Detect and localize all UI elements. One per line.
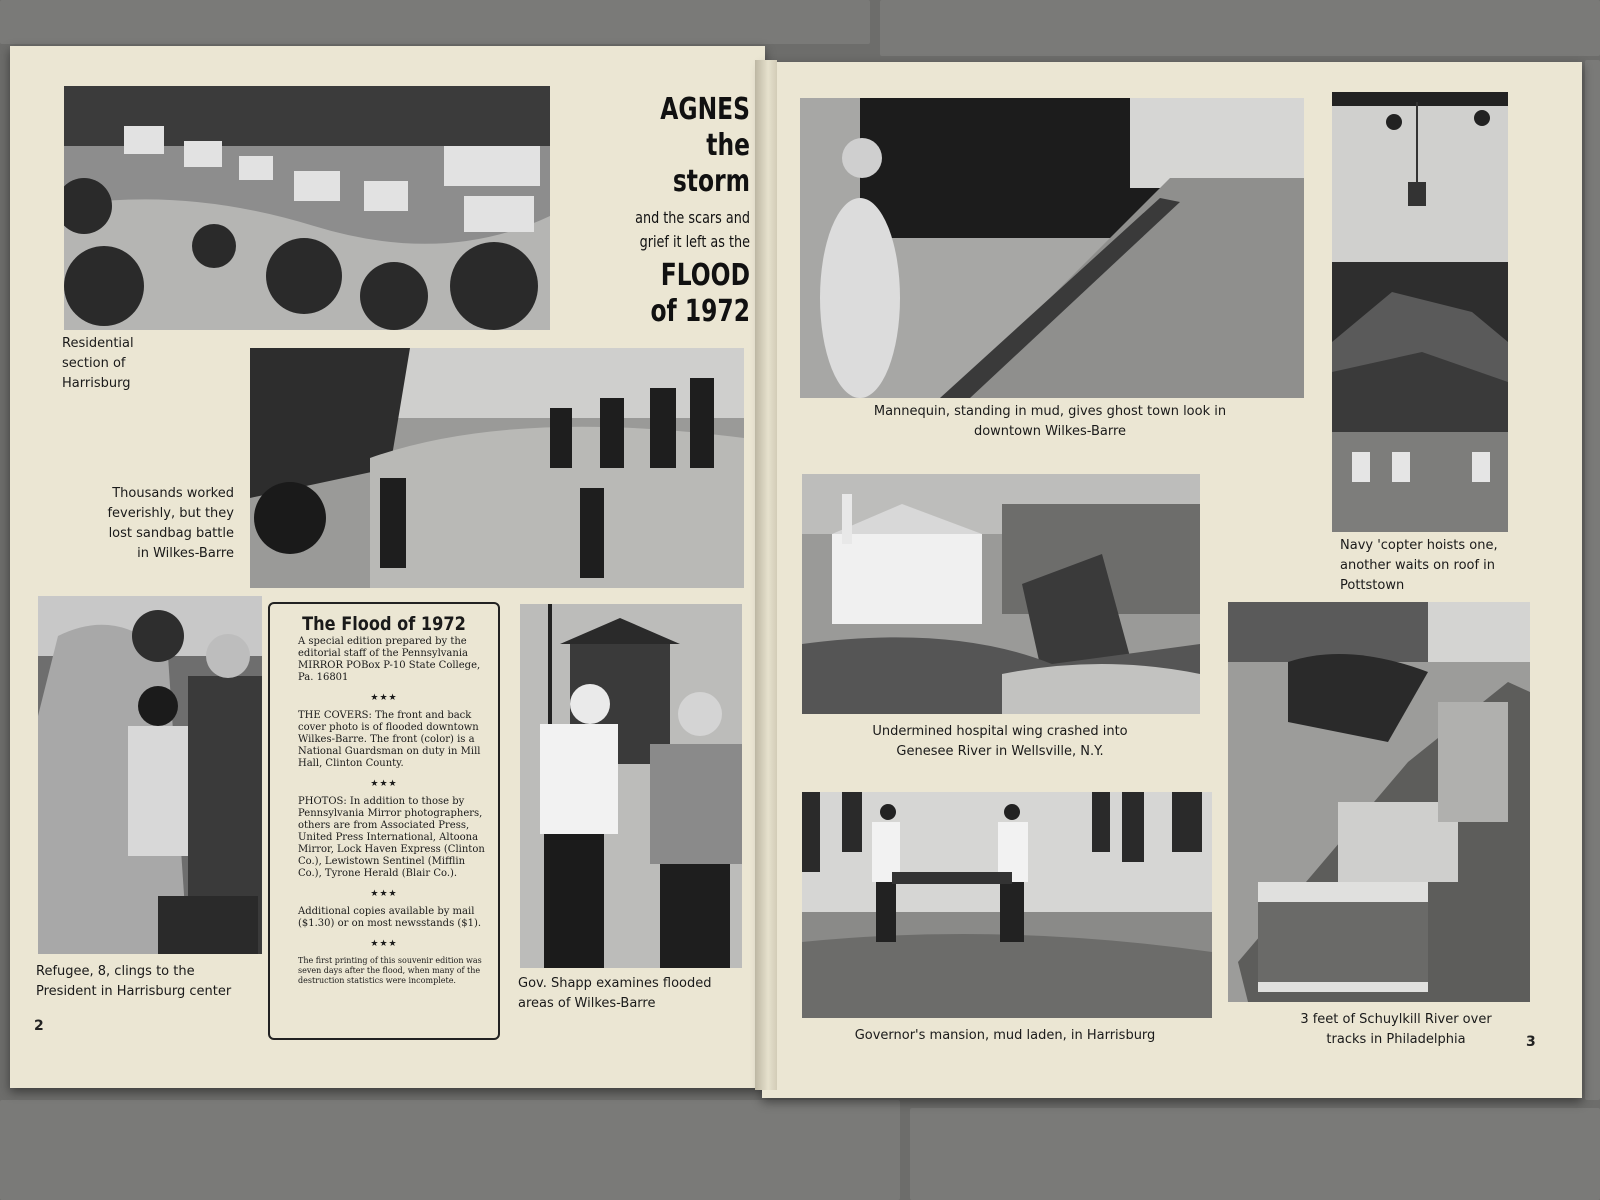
headline-grief: grief it left as the — [639, 232, 750, 251]
caption-navy: Navy 'copter hoists one, another waits on roof in Pottstown — [1340, 538, 1498, 593]
caption-mannequin: Mannequin, standing in mud, gives ghost town look in downtown Wilkes-Barre — [873, 404, 1227, 439]
page-number-left: 2 — [34, 1018, 44, 1034]
info-box-intro: A special edition prepared by the editorial staff of the Pennsylvania MIRROR POBox P-10 State College, Pa. 16801 — [298, 636, 481, 683]
info-box-photos: PHOTOS: In addition to those by Pennsylvania Mirror photographers, others are from Associated Press, United Press International, Altoona Mirror, Lock Haven Express (Clinton Co.), Lewistown Sentinel (Mifflin Co.), Tyrone Herald (Blair Co.). — [298, 796, 485, 879]
headline-scars: and the scars and — [635, 208, 750, 227]
stars-divider: ★★★ — [370, 889, 398, 899]
photo-navy-copter — [1332, 92, 1508, 532]
caption-thousands: Thousands worked feverishly, but they lost sandbag battle in Wilkes-Barre — [107, 486, 234, 561]
stars-divider: ★★★ — [370, 693, 398, 703]
stars-divider: ★★★ — [370, 939, 398, 949]
stars-divider: ★★★ — [370, 779, 398, 789]
headline-flood: FLOOD — [660, 258, 750, 293]
headline — [590, 92, 750, 330]
headline-year: of 1972 — [650, 294, 750, 329]
info-box-covers: THE COVERS: The front and back cover photo is of flooded downtown Wilkes-Barre. The front (color) is a National Guardsman on duty in Mill Hall, Clinton County. — [298, 710, 481, 769]
caption-refugee: Refugee, 8, clings to the President in Harrisburg center — [36, 964, 232, 999]
spine-gutter — [755, 60, 777, 1090]
caption-schuylkill: 3 feet of Schuylkill River over tracks in Philadelphia — [1300, 1012, 1492, 1047]
photo-mannequin — [800, 98, 1304, 398]
photo-sandbag-battle — [250, 348, 744, 588]
page-number-right: 3 — [1526, 1034, 1536, 1050]
photo-gov-shapp — [520, 604, 742, 968]
caption-hospital: Undermined hospital wing crashed into Genesee River in Wellsville, N.Y. — [872, 724, 1128, 759]
photo-schuylkill-tracks — [1228, 602, 1530, 1002]
headline-agnes: AGNES — [660, 92, 750, 127]
photo-refugee-president — [38, 596, 262, 954]
photo-governors-mansion — [802, 792, 1212, 1018]
photo-hospital-wing — [802, 474, 1200, 714]
caption-residential: Residential section of Harrisburg — [62, 336, 134, 391]
info-box — [268, 602, 500, 1040]
caption-governor: Governor's mansion, mud laden, in Harrisburg — [854, 1028, 1156, 1043]
caption-shapp: Gov. Shapp examines flooded areas of Wilkes-Barre — [518, 976, 712, 1011]
headline-storm: the storm — [672, 128, 750, 199]
info-box-printing: The first printing of this souvenir edition was seven days after the flood, when many of the destruction statistics were incomplete. — [298, 956, 482, 985]
info-box-copies: Additional copies available by mail ($1.30) or on most newsstands ($1). — [298, 906, 482, 929]
info-box-title: The Flood of 1972 — [302, 613, 466, 635]
photo-residential-harrisburg — [64, 86, 550, 330]
